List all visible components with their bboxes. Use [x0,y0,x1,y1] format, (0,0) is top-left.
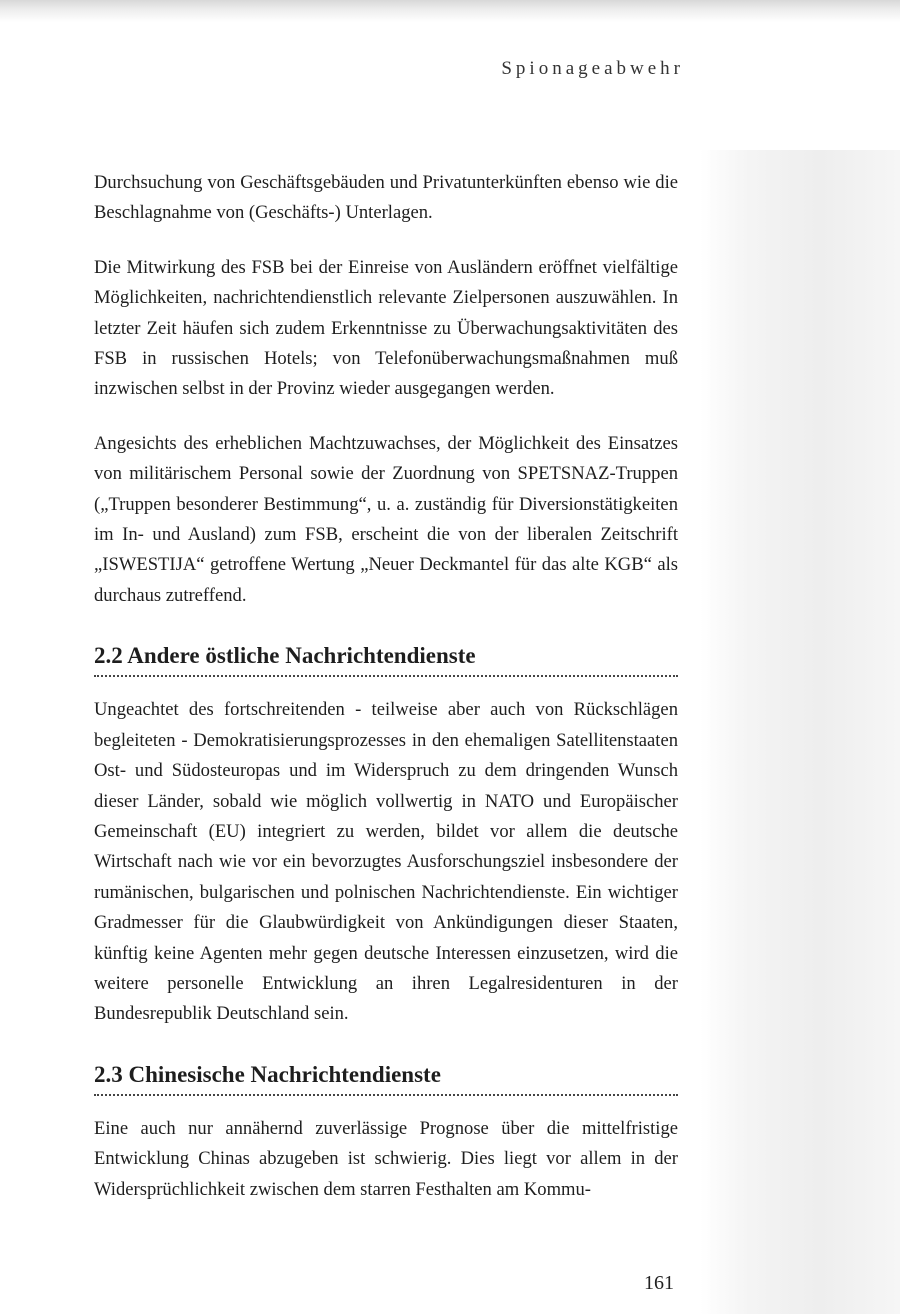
paragraph-3: Angesichts des erheblichen Machtzuwachses, der Möglichkeit des Einsatzes von militärischem Personal sowie der Zuordnung von SPETSNAZ-Truppen („Truppen besonderer Bestimmung“, u. a. zuständig für Diversionstätigkeiten im In- und Ausland) zum FSB, erscheint die von der liberalen Zeitschrift „ISWESTIJA“ getroffene Wertung „Neuer Deckmantel für das alte KGB“ als durchaus zutreffend. [94,432,678,606]
section-heading-2-3: 2.3 Chinesische Nachrichtendienste [94,1060,678,1096]
page-number: 161 [644,1272,674,1294]
section-2-2-paragraph: Ungeachtet des fortschreitenden - teilweise aber auch von Rückschlägen begleiteten - Demokratisierungsprozesses in den ehemaligen Satellitenstaaten Ost- und Südosteuropas und im Widerspruch zu dem dringenden Wunsch dieser Länder, sobald wie möglich vollwertig in NATO und Europäischer Gemeinschaft (EU) integriert zu werden, bildet vor allem die deutsche Wirtschaft nach wie vor ein bevorzugtes Ausforschungsziel insbesondere der rumänischen, bulgarischen und polnischen Nachrichtendienste. Ein wichtiger Gradmesser für die Glaubwürdigkeit von Ankündigungen dieser Staaten, künftig keine Agenten mehr gegen deutsche Interessen einzusetzen, wird die weitere personelle Entwicklung an ihren Legalresidenturen in der Bundesrepublik Deutschland sein. [94,699,678,1025]
scan-shadow-right [700,150,900,1314]
running-head: Spionageabwehr [501,58,684,79]
paragraph-1: Durchsuchung von Geschäftsgebäuden und Privatunterkünften ebenso wie die Beschlagnahme von (Geschäfts-) Unterlagen. [94,172,678,224]
section-heading-2-2: 2.2 Andere östliche Nachrichtendienste [94,641,678,677]
section-2-3-paragraph: Eine auch nur annähernd zuverlässige Prognose über die mittelfristige Entwicklung Chinas abzugeben ist schwierig. Dies liegt vor allem in der Widersprüchlichkeit zwischen dem starren Festhalten am Kommu- [94,1117,678,1200]
scan-shadow-top [0,0,900,22]
paragraph-2: Die Mitwirkung des FSB bei der Einreise von Ausländern eröffnet vielfältige Möglichkeiten, nachrichtendienstlich relevante Zielpersonen auszuwählen. In letzter Zeit häufen sich zudem Erkenntnisse zu Überwachungsaktivitäten des FSB in russischen Hotels; von Telefonüberwachungsmaßnahmen muß inzwischen selbst in der Provinz wieder ausgegangen werden. [94,256,678,400]
page-body [94,168,678,1229]
